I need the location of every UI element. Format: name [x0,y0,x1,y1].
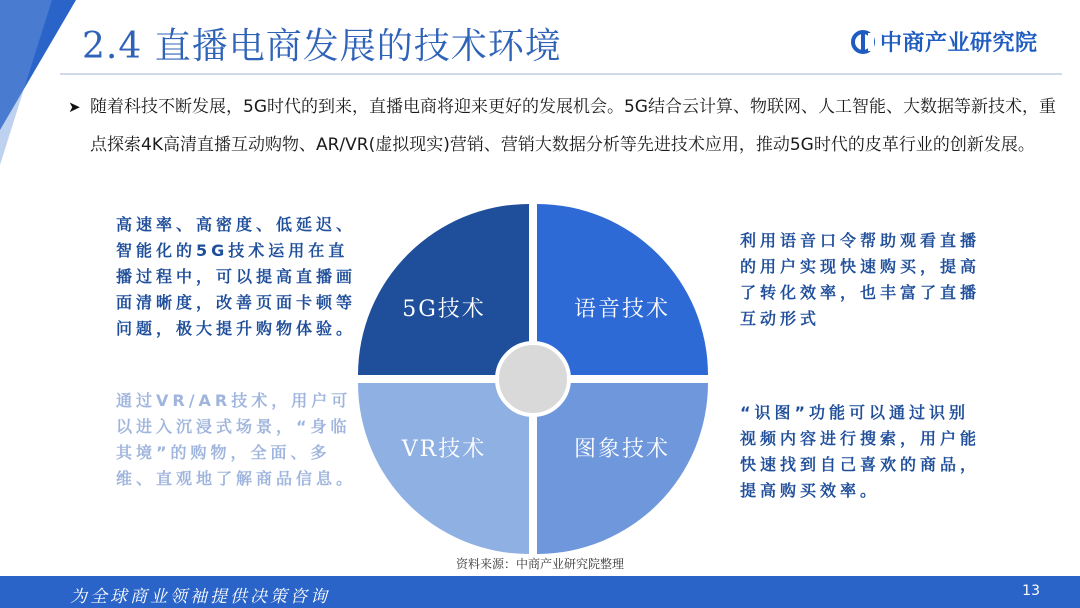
title-divider [60,73,1062,75]
logo-text: 中商产业研究院 [880,31,1038,56]
intro-paragraph [68,88,1058,164]
quadrant-label-5g: 5G技术 [402,297,486,322]
quadrant-label-vr: VR技术 [401,437,487,462]
description-vr: 通过VR/AR技术，用户可以进入沉浸式场景，“身临其境”的购物，全面、多维、直观地了解商品信息。 [116,391,357,488]
footer-bar [0,576,1080,608]
page-title: 2.4 直播电商发展的技术环境 [82,26,562,67]
quadrant-vr [358,383,529,554]
intro-text: 随着科技不断发展，5G时代的到来，直播电商将迎来更好的发展机会。5G结合云计算、物联网、人工智能、大数据等新技术，重点探索4K高清直播互动购物、AR/VR(虚拟现实)营销、营销大数据分析等先进技术应用，推动5G时代的皮革行业的创新发展。 [90,97,1056,155]
bullet-arrow-icon: ➤ [68,98,81,116]
quadrant-image [537,383,708,554]
footer-slogan: 为全球商业领袖提供决策咨询 [70,587,330,607]
quadrant-label-image: 图象技术 [573,437,670,462]
quadrant-voice [537,204,708,375]
center-circle [497,343,569,415]
page-number: 13 [1022,583,1040,599]
description-5g: 高速率、高密度、低延迟、智能化的5G技术运用在直播过程中，可以提高直播画面清晰度，改善页面卡顿等问题，极大提升购物体验。 [116,215,357,338]
quadrant-circle [356,202,710,556]
company-logo [850,26,1038,57]
source-note: 资料来源：中商产业研究院整理 [455,557,624,571]
technology-quadrant-diagram [356,202,710,556]
description-voice: 利用语音口令帮助观看直播的用户实现快速购买，提高了转化效率，也丰富了直播互动形式 [740,231,981,328]
logo-icon [850,29,876,55]
quadrant-5g [358,204,529,375]
quadrant-label-voice: 语音技术 [573,297,670,322]
description-image: “识图”功能可以通过识别视频内容进行搜索，用户能快速找到自己喜欢的商品，提高购买效率。 [740,403,981,500]
